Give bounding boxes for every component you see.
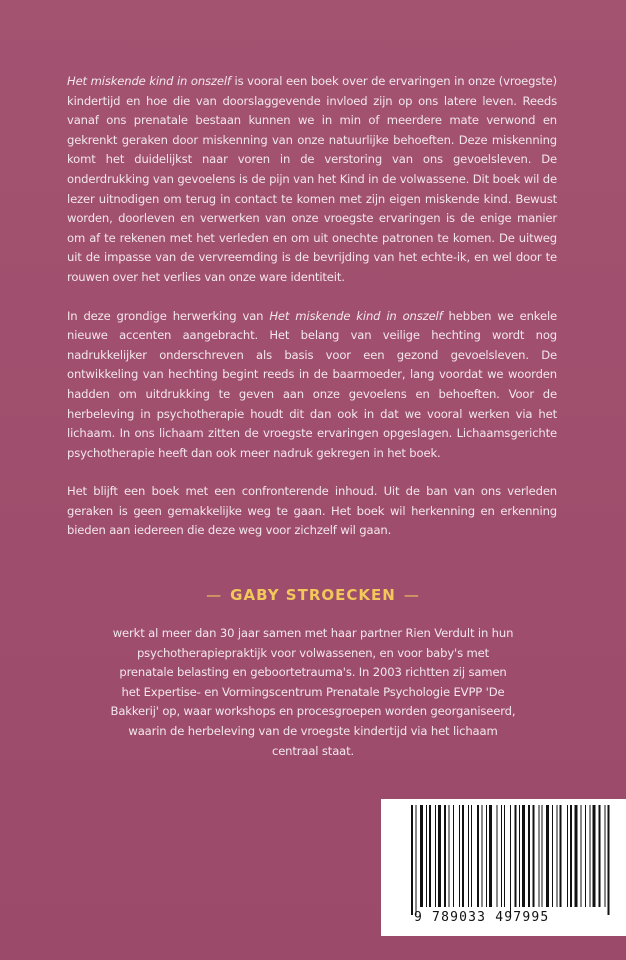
barcode-bar xyxy=(605,805,606,907)
barcode-bar xyxy=(552,805,553,907)
barcode-bar xyxy=(444,805,446,907)
barcode-bar xyxy=(585,805,586,907)
barcode-bar xyxy=(510,805,511,915)
barcode-bar xyxy=(593,805,596,907)
barcode-bar xyxy=(560,805,562,907)
barcode-bar xyxy=(539,805,540,907)
barcode-bar xyxy=(449,805,450,907)
barcode-bar xyxy=(416,805,417,915)
book-title-italic: Het miskende kind in onszelf xyxy=(269,308,443,323)
barcode-bar xyxy=(581,805,582,907)
barcode-bar xyxy=(429,805,431,907)
barcode-bar xyxy=(411,805,413,915)
blurb-paragraph-1 xyxy=(67,72,557,288)
barcode xyxy=(381,799,626,936)
blurb-paragraph-2 xyxy=(67,307,557,464)
barcode-bar xyxy=(471,805,472,907)
barcode-bar xyxy=(528,805,530,907)
barcode-bar xyxy=(489,805,492,907)
barcode-bar xyxy=(546,805,549,907)
dash-left: — xyxy=(206,586,223,604)
barcode-bar xyxy=(542,805,543,907)
barcode-bar xyxy=(504,805,505,907)
barcode-bar xyxy=(482,805,483,907)
barcode-bar xyxy=(575,805,578,907)
blurb-paragraph-3: Het blijft een boek met een confronterende inhoud. Uit de ban van ons verleden geraken is geen gemakkelijke weg te gaan. Het boek wil herkenning en erkenning bieden aan iedereen die deze weg voor zichzelf wil gaan. xyxy=(67,484,557,538)
barcode-bar xyxy=(567,805,568,907)
barcode-bar xyxy=(515,805,517,907)
barcode-bar xyxy=(459,805,460,907)
barcode-bar xyxy=(557,805,558,907)
author-heading xyxy=(0,586,626,604)
author-name: GABY STROECKEN xyxy=(230,586,396,604)
barcode-bar xyxy=(435,805,436,907)
barcode-bar xyxy=(468,805,469,907)
barcode-bar xyxy=(477,805,479,907)
barcode-bar xyxy=(501,805,502,907)
book-title-italic: Het miskende kind in onszelf xyxy=(67,74,231,88)
isbn-digits: 9 789033 497995 xyxy=(414,910,550,925)
author-bio: werkt al meer dan 30 jaar samen met haar partner Rien Verdult in hun psychotherapiepraktijk voor volwassenen, en voor baby's met prenatale belasting en geboortetrauma's. In 2003 richtten zij samen het Expertise- en Vormingscentrum Prenatale Psychologie EVPP 'De Bakkerij' op, waar workshops en procesgroepen worden georganiseerd, waarin de herbeleving van de vroegste kindertijd via het lichaam centraal staat. xyxy=(110,626,516,758)
barcode-bar xyxy=(522,805,525,907)
barcode-bar xyxy=(426,805,427,907)
barcode-bar xyxy=(420,805,423,907)
barcode-bar xyxy=(486,805,487,907)
barcode-bar xyxy=(497,805,498,907)
barcode-bar xyxy=(462,805,464,907)
barcode-bar xyxy=(590,805,591,907)
blurb-paragraph-2-text: hebben we enkele nieuwe accenten aangebracht. Het belang van veilige hechting wordt nog nadrukkelijker onderschreven als basis voor een gezond gevoelsleven. De ontwikkeling van hechting begint reeds in de baarmoeder, lang voordat we woorden hadden om uitdrukking te geven aan onze gevoelens en behoeften. Voor de herbeleving in psychotherapie houdt dit dan ook in dat we vooral werken via het lichaam. In ons lichaam zitten de vroegste ervaringen opgeslagen. Lichaamsgerichte psychotherapie heeft dan ook meer nadruk gekregen in het boek. xyxy=(67,308,557,460)
barcode-bar xyxy=(570,805,572,907)
blurb-paragraph-2-intro: In deze grondige herwerking van xyxy=(67,308,270,323)
barcode-bar xyxy=(599,805,601,907)
blurb-paragraph-1-text: is vooral een boek over de ervaringen in onze (vroegste) kindertijd en hoe die van doorslaggevende invloed zijn op ons latere leven. Reeds vanaf ons prenatale bestaan kunnen we in min of meerdere mate verwond en gekrenkt geraken door miskenning van onze natuurlijke behoeften. Deze miskenning komt het duidelijkst naar voren in de verstoring van ons gevoelsleven. De onderdrukking van gevoelens is de pijn van het Kind in de volwassene. Dit boek wil de lezer uitnodigen om terug in contact te komen met zijn eigen miskende kind. Bewust worden, doorleven en verwerken van onze vroegste ervaringen is de enige manier om af te rekenen met het verleden en om uit onechte patronen te komen. De uitweg uit de impasse van de vervreemding is de bevrijding van het echte-ik, en wel door te rouwen over het verlies van onze ware identiteit. xyxy=(67,74,557,284)
barcode-bar xyxy=(608,805,610,915)
book-blurb xyxy=(67,72,557,560)
barcode-bar xyxy=(519,805,520,907)
barcode-bar xyxy=(438,805,441,907)
barcode-bar xyxy=(533,805,535,907)
dash-right: — xyxy=(403,586,420,604)
barcode-bar xyxy=(453,805,454,907)
